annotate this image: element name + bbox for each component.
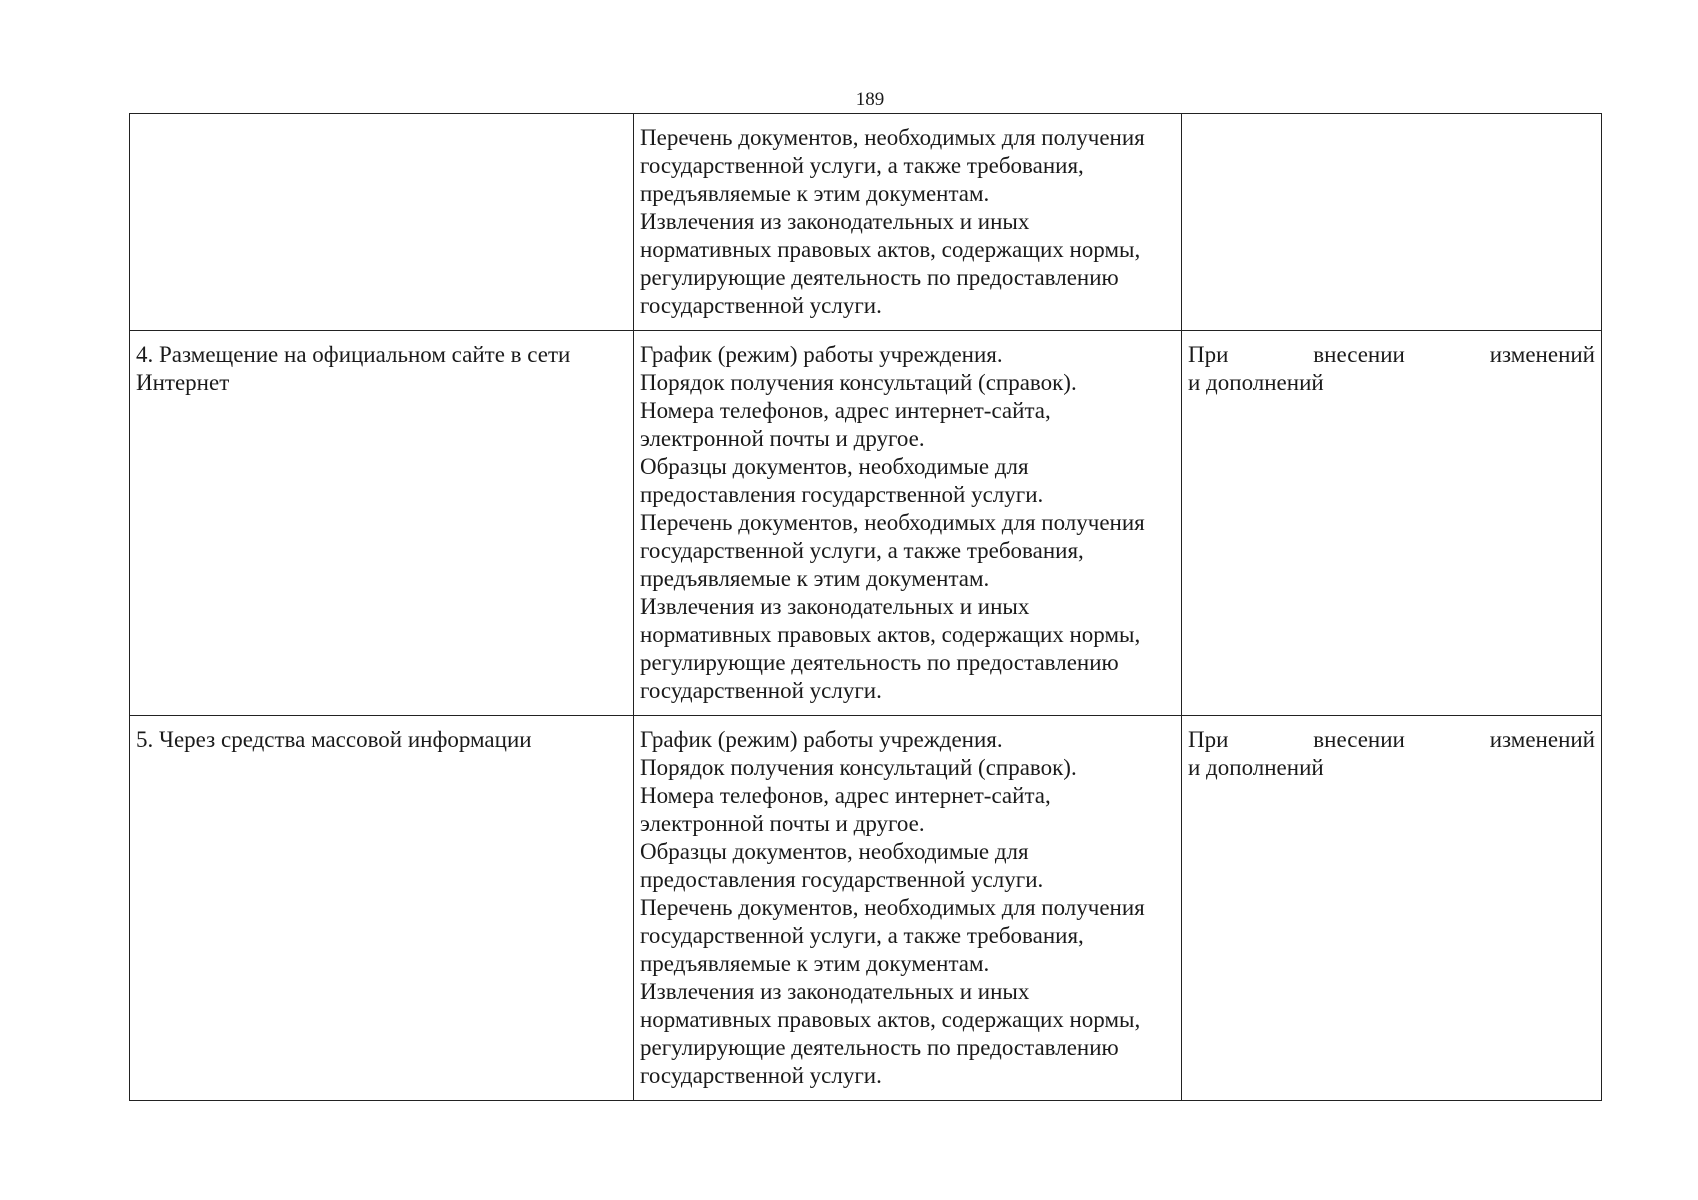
content-line: Образцы документов, необходимые для	[640, 454, 1029, 479]
content-line: Извлечения из законодательных и иных	[640, 979, 1030, 1004]
content-line: График (режим) работы учреждения.	[640, 727, 1003, 752]
update-word: При	[1188, 342, 1229, 367]
content-line: нормативных правовых актов, содержащих нормы,	[640, 237, 1141, 262]
method-cell	[130, 716, 634, 1101]
content-line: Порядок получения консультаций (справок).	[640, 370, 1077, 395]
update-cell	[1182, 331, 1602, 716]
content-line: регулирующие деятельность по предоставлению	[640, 265, 1119, 290]
content-line: Извлечения из законодательных и иных	[640, 209, 1030, 234]
content-line: Перечень документов, необходимых для получения	[640, 895, 1145, 920]
content-line: Номера телефонов, адрес интернет-сайта,	[640, 783, 1051, 808]
update-word: изменений	[1489, 342, 1595, 367]
update-cell	[1182, 716, 1602, 1101]
content-line: государственной услуги.	[640, 293, 882, 318]
content-line: нормативных правовых актов, содержащих нормы,	[640, 1007, 1141, 1032]
update-line: и дополнений	[1188, 755, 1324, 780]
update-word: внесении	[1313, 342, 1405, 367]
update-line	[1188, 341, 1595, 369]
table-row	[130, 114, 1602, 331]
content-line: государственной услуги, а также требования,	[640, 153, 1084, 178]
update-line: и дополнений	[1188, 370, 1324, 395]
content-line: государственной услуги, а также требования,	[640, 538, 1084, 563]
content-line: регулирующие деятельность по предоставлению	[640, 650, 1119, 675]
table-row	[130, 331, 1602, 716]
content-line: Перечень документов, необходимых для получения	[640, 510, 1145, 535]
content-line: предоставления государственной услуги.	[640, 867, 1044, 892]
info-table	[129, 113, 1602, 1101]
content-line: государственной услуги.	[640, 678, 882, 703]
content-line: предъявляемые к этим документам.	[640, 181, 990, 206]
content-line: электронной почты и другое.	[640, 811, 925, 836]
content-line: предоставления государственной услуги.	[640, 482, 1044, 507]
content-line: регулирующие деятельность по предоставлению	[640, 1035, 1119, 1060]
page-number: 189	[855, 89, 885, 110]
update-line	[1188, 726, 1595, 754]
content-line: нормативных правовых актов, содержащих нормы,	[640, 622, 1141, 647]
method-cell	[130, 114, 634, 331]
content-line: предъявляемые к этим документам.	[640, 951, 990, 976]
content-line: Порядок получения консультаций (справок).	[640, 755, 1077, 780]
content-cell	[634, 114, 1182, 331]
content-line: государственной услуги.	[640, 1063, 882, 1088]
content-line: Образцы документов, необходимые для	[640, 839, 1029, 864]
content-line: государственной услуги, а также требования,	[640, 923, 1084, 948]
content-cell	[634, 331, 1182, 716]
content-line: электронной почты и другое.	[640, 426, 925, 451]
content-line: График (режим) работы учреждения.	[640, 342, 1003, 367]
method-cell	[130, 331, 634, 716]
update-cell	[1182, 114, 1602, 331]
method-line: 5. Через средства массовой информации	[136, 727, 532, 752]
update-word: При	[1188, 727, 1229, 752]
update-word: изменений	[1489, 727, 1595, 752]
method-line: 4. Размещение на официальном сайте в сети	[136, 342, 571, 367]
content-line: Извлечения из законодательных и иных	[640, 594, 1030, 619]
content-line: предъявляемые к этим документам.	[640, 566, 990, 591]
content-line: Перечень документов, необходимых для получения	[640, 125, 1145, 150]
content-line: Номера телефонов, адрес интернет-сайта,	[640, 398, 1051, 423]
table-row	[130, 716, 1602, 1101]
method-line: Интернет	[136, 370, 230, 395]
content-cell	[634, 716, 1182, 1101]
update-word: внесении	[1313, 727, 1405, 752]
